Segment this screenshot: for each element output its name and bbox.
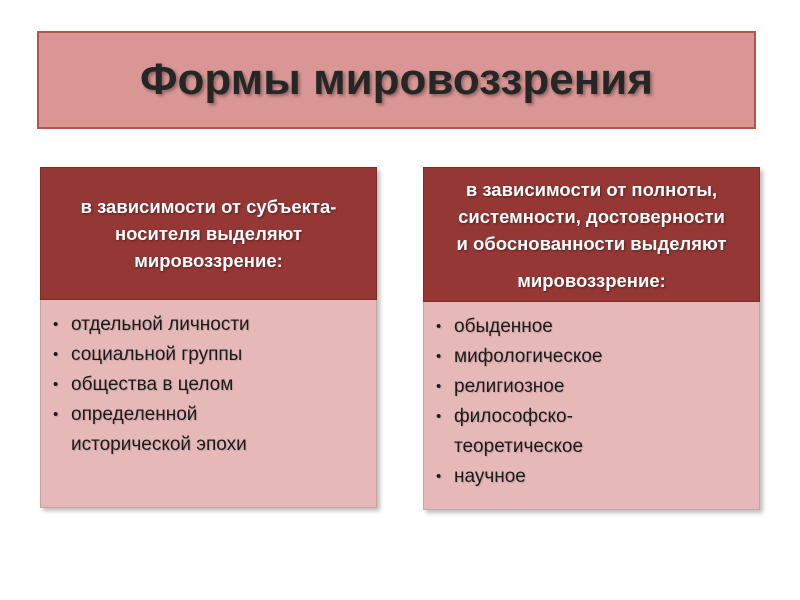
subject-panel-body — [40, 300, 377, 508]
list-item-text: общества в целом — [71, 374, 234, 395]
bullet-icon: • — [436, 348, 442, 365]
completeness-panel-heading — [423, 167, 760, 302]
list-item-text: отдельной личности — [71, 314, 250, 335]
list-item-text: мифологическое — [454, 346, 603, 367]
list-item — [436, 402, 751, 462]
heading-line: мировоззрение: — [517, 269, 666, 291]
completeness-panel-body — [423, 302, 760, 510]
list-item — [53, 310, 368, 340]
bullet-icon: • — [436, 318, 442, 335]
subject-list — [53, 310, 368, 460]
list-item-text: религиозное — [454, 376, 565, 397]
bullet-icon: • — [436, 408, 442, 425]
list-item-text: научное — [454, 466, 526, 487]
list-item — [436, 462, 751, 492]
heading-line: и обоснованности выделяют — [456, 232, 727, 254]
subject-panel-heading — [40, 167, 377, 300]
bullet-icon: • — [436, 468, 442, 485]
subject-panel — [40, 167, 377, 508]
heading-spacer — [424, 257, 759, 267]
heading-line: системности, достоверности — [458, 205, 725, 227]
list-item-text: определенной — [71, 404, 198, 425]
page-title: Формы мировоззрения — [139, 55, 653, 104]
heading-line: в зависимости от полноты, — [465, 178, 718, 200]
list-item-text: теоретическое — [454, 436, 584, 457]
list-item-text: обыденное — [454, 316, 553, 337]
list-item — [436, 312, 751, 342]
bullet-icon: • — [53, 316, 59, 333]
heading-line: носителя выделяют — [114, 223, 303, 244]
list-item — [53, 400, 368, 460]
list-item — [53, 340, 368, 370]
list-item-text: философско- — [454, 406, 573, 427]
completeness-panel — [423, 167, 760, 510]
bullet-icon: • — [53, 346, 59, 363]
list-item-text: исторической эпохи — [71, 434, 247, 455]
list-item — [53, 370, 368, 400]
bullet-icon: • — [53, 376, 59, 393]
bullet-icon: • — [53, 406, 59, 423]
heading-line: мировоззрение: — [134, 250, 283, 271]
title-banner — [37, 31, 756, 129]
list-item-text: социальной группы — [71, 344, 243, 365]
heading-line: в зависимости от субъекта- — [80, 196, 337, 217]
bullet-icon: • — [436, 378, 442, 395]
list-item — [436, 372, 751, 402]
completeness-list — [436, 312, 751, 492]
list-item — [436, 342, 751, 372]
